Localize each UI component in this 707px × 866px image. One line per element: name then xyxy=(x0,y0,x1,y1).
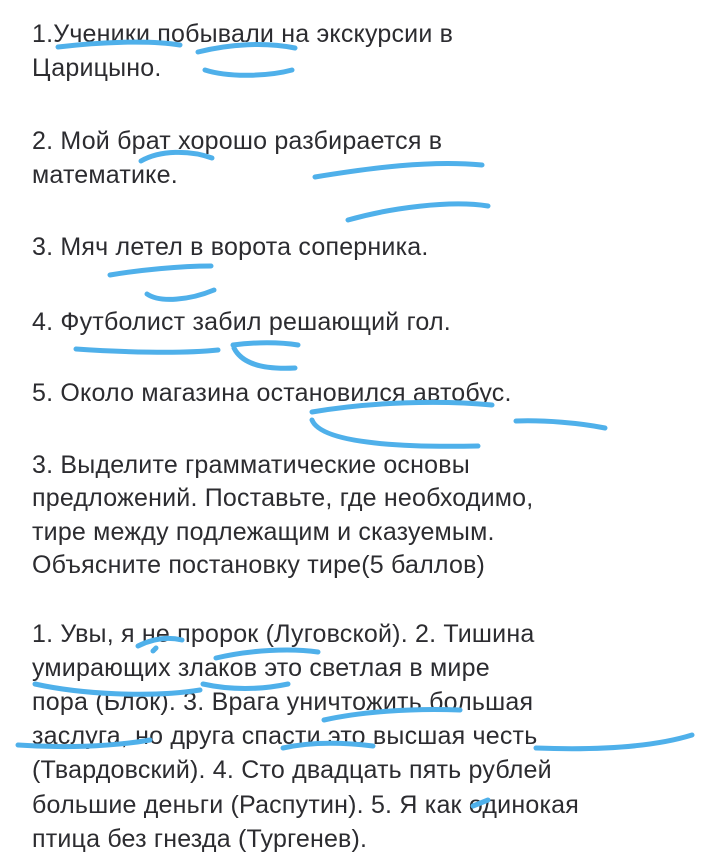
underline-subject-5 xyxy=(516,421,605,428)
task-line-3: тире между подлежащим и сказуемым. xyxy=(32,518,495,546)
underline-predicate-5b xyxy=(312,420,478,446)
exercise-line-4: заслуга, но друга спасти это высшая честь xyxy=(32,722,538,750)
sentence-1-line-1: 1.Ученики побывали на экскурсии в xyxy=(32,20,454,48)
underline-predicate-1b xyxy=(205,70,292,75)
exercise-line-2: умирающих злаков это светлая в мире xyxy=(32,654,490,682)
task-line-1: 3. Выделите грамматические основы xyxy=(32,451,470,479)
exercise-line-1: 1. Увы, я не пророк (Луговской). 2. Тишина xyxy=(32,620,535,648)
sentence-2-line-2: математике. xyxy=(32,161,178,189)
sentence-4: 4. Футболист забил решающий гол. xyxy=(32,308,451,336)
underline-predicate-2b xyxy=(348,204,488,220)
task-line-2: предложений. Поставьте, где необходимо, xyxy=(32,484,534,512)
exercise-line-7: птица без гнезда (Тургенев). xyxy=(32,825,368,853)
underline-predicate-4 xyxy=(233,343,298,345)
underline-ex-4c xyxy=(536,735,692,749)
exercise-line-5: (Твардовский). 4. Сто двадцать пять рублей xyxy=(32,756,552,784)
underline-subject-3 xyxy=(110,266,211,275)
task-line-4: Объясните постановку тире(5 баллов) xyxy=(32,551,486,579)
sentence-5: 5. Около магазина остановился автобус. xyxy=(32,379,512,407)
underline-predicate-3 xyxy=(147,290,214,299)
underline-predicate-4b xyxy=(234,348,295,368)
underline-subject-4 xyxy=(76,349,218,352)
exercise-line-3: пора (Блок). 3. Врага уничтожить большая xyxy=(32,688,534,716)
exercise-line-6: большие деньги (Распутин). 5. Я как одинокая xyxy=(32,791,579,819)
underline-predicate-2 xyxy=(315,163,482,177)
sentence-1-line-2: Царицыно. xyxy=(32,54,162,82)
sentence-2-line-1: 2. Мой брат хорошо разбирается в xyxy=(32,127,443,155)
sentence-3: 3. Мяч летел в ворота соперника. xyxy=(32,233,429,261)
